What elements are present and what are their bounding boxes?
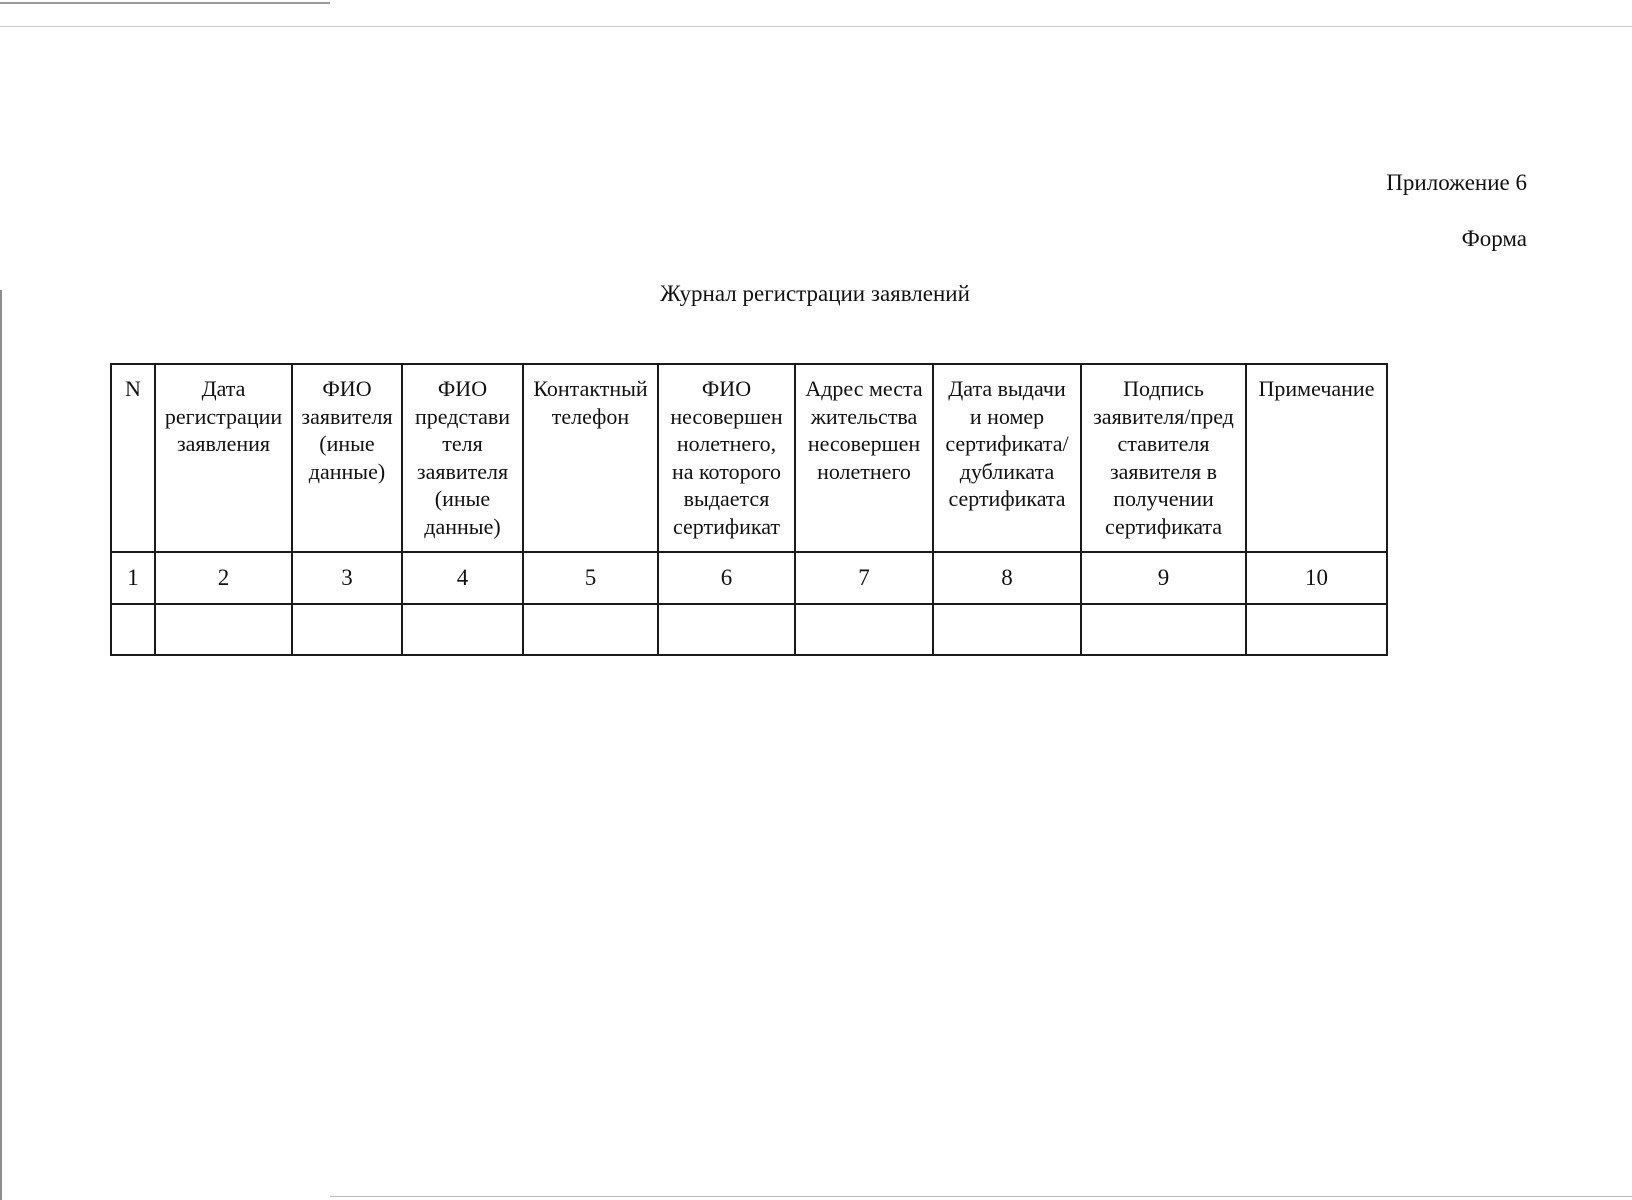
column-header-line: регистрации (164, 403, 283, 429)
table-row (111, 604, 1387, 655)
column-header-line: данные) (424, 513, 501, 539)
table-cell (795, 604, 933, 655)
table-cell (1246, 604, 1387, 655)
column-header-line: несовершен (670, 403, 783, 429)
table-header-row (111, 364, 1387, 552)
column-header-10 (1246, 364, 1387, 552)
column-header-8 (933, 364, 1081, 552)
column-header-line: заявителя в (1109, 458, 1218, 484)
column-header-line: на которого (671, 458, 782, 484)
column-header-line: нолетнего (817, 458, 911, 484)
column-number-cell: 4 (402, 552, 523, 604)
column-header-line: и номер (969, 403, 1045, 429)
appendix-label: Приложение 6 (1386, 170, 1527, 195)
column-number-cell: 8 (933, 552, 1081, 604)
column-number-cell: 10 (1246, 552, 1387, 604)
column-header-1 (111, 364, 155, 552)
column-number-cell: 6 (658, 552, 795, 604)
column-number-cell: 9 (1081, 552, 1246, 604)
column-header-line: Адрес места (805, 376, 923, 401)
column-header-3 (292, 364, 402, 552)
column-header-2 (155, 364, 292, 552)
column-header-line: несовершен (807, 431, 921, 456)
column-header-4 (402, 364, 523, 552)
document-title (0, 280, 1632, 308)
column-header-line: Примечание (1258, 376, 1375, 401)
column-header-line: теля (442, 431, 483, 456)
registration-journal-table (110, 363, 1388, 656)
column-header-line: (иные (319, 431, 375, 456)
table-cell (658, 604, 795, 655)
scan-artifact-bottom (330, 1196, 1632, 1197)
column-header-line: Контактный (533, 376, 648, 401)
column-header-line: Подпись (1123, 376, 1204, 401)
table-cell (155, 604, 292, 655)
column-header-5 (523, 364, 658, 552)
table-cell (1081, 604, 1246, 655)
column-header-line: дубликата (959, 458, 1055, 484)
column-header-line: ФИО (437, 376, 488, 401)
column-number-row (111, 552, 1387, 604)
column-header-line: жительства (810, 403, 918, 429)
column-header-line: заявления (176, 431, 271, 456)
column-header-line: ФИО (322, 376, 372, 401)
column-header-line: (иные (434, 486, 491, 511)
column-number-cell: 1 (111, 552, 155, 604)
document-title-text: Журнал регистрации заявлений (660, 281, 970, 306)
column-header-line: ставителя (1117, 431, 1210, 456)
table-cell (523, 604, 658, 655)
column-number-cell: 2 (155, 552, 292, 604)
column-number-cell: 3 (292, 552, 402, 604)
table-cell (292, 604, 402, 655)
table-cell (933, 604, 1081, 655)
column-header-line: получении (1113, 486, 1214, 511)
form-label: Форма (1461, 226, 1527, 251)
column-header-line: сертификата/ (945, 431, 1069, 456)
table-cell (111, 604, 155, 655)
column-header-line: N (125, 376, 141, 401)
column-header-line: заявителя (416, 458, 509, 484)
scan-artifact-top-short (0, 2, 330, 4)
column-header-7 (795, 364, 933, 552)
column-header-line: сертификата (948, 486, 1066, 511)
column-header-line: представи (414, 403, 510, 429)
column-header-line: ФИО (701, 376, 752, 401)
column-header-line: выдается (683, 486, 770, 511)
column-header-line: заявителя (301, 403, 393, 429)
scan-artifact-left-edge (0, 290, 2, 1200)
column-header-line: заявителя/пред (1093, 403, 1234, 429)
column-header-9 (1081, 364, 1246, 552)
column-header-line: Дата выдачи (948, 376, 1066, 401)
column-header-line: сертификат (672, 513, 781, 539)
column-header-line: Дата (201, 376, 246, 401)
column-number-cell: 7 (795, 552, 933, 604)
column-number-cell: 5 (523, 552, 658, 604)
scan-artifact-top (0, 26, 1632, 27)
column-header-line: телефон (551, 403, 630, 429)
column-header-line: нолетнего, (676, 431, 777, 456)
column-header-6 (658, 364, 795, 552)
column-header-line: данные) (308, 458, 386, 484)
table-cell (402, 604, 523, 655)
column-header-line: сертификата (1104, 513, 1223, 539)
